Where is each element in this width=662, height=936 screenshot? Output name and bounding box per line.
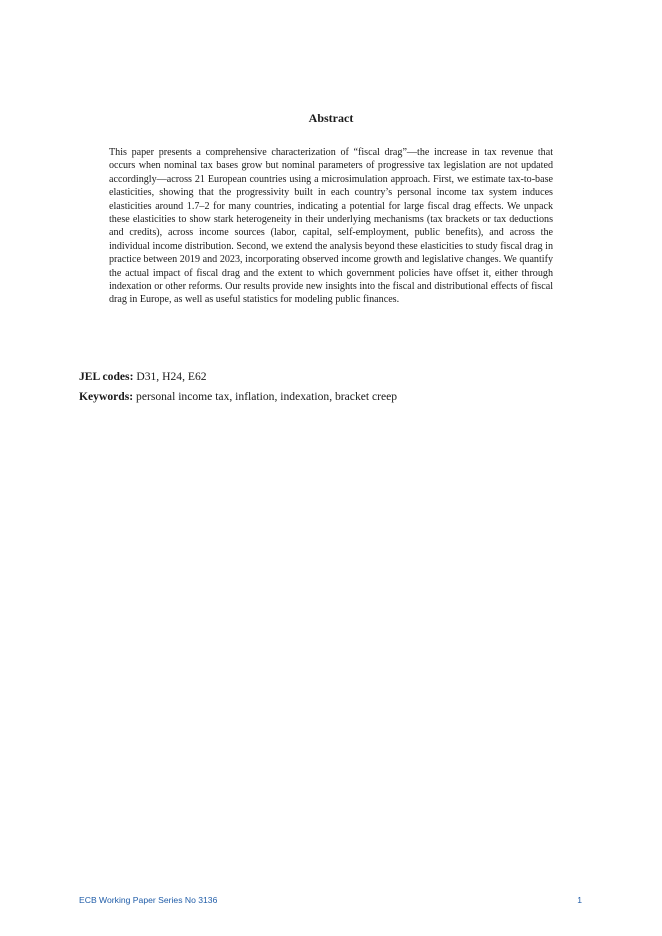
footer-page-number: 1 xyxy=(577,895,582,905)
abstract-heading: Abstract xyxy=(308,111,354,125)
keywords-value: personal income tax, inflation, indexation, bracket creep xyxy=(136,390,398,403)
jel-codes-value: D31, H24, E62 xyxy=(136,370,207,383)
page-footer xyxy=(79,895,582,905)
keywords-label: Keywords: xyxy=(79,390,134,403)
abstract-text: This paper presents a comprehensive characterization of “fiscal drag”—the increase in tax revenue that occurs when nominal tax bases grow but nominal parameters of progressive tax legislation are not updated accordingly—across 21 European countries using a microsimulation approach. First, we estimate tax-to-base elasticities, showing that the progressivity built in each country’s personal income tax system induces elasticities around 1.7–2 for many countries, indicating a potential for large fiscal drag effects. We unpack these elasticities to show stark heterogeneity in their underlying mechanisms (tax brackets or tax deductions and credits), across income sources (labor, capital, self-employment, public benefits), and across the individual income distribution. Second, we extend the analysis beyond these elasticities to study fiscal drag in practice between 2019 and 2023, incorporating observed income growth and legislative changes. We quantify the actual impact of fiscal drag and the extent to which government policies have offset it, either through indexation or other reforms. Our results provide new insights into the fiscal and distributional effects of fiscal drag in Europe, as well as useful statistics for modeling public finances. xyxy=(109,147,553,306)
keywords xyxy=(79,389,397,404)
jel-codes-label: JEL codes: xyxy=(79,370,134,383)
footer-series-title: ECB Working Paper Series No 3136 xyxy=(79,895,218,905)
jel-codes xyxy=(79,369,207,384)
